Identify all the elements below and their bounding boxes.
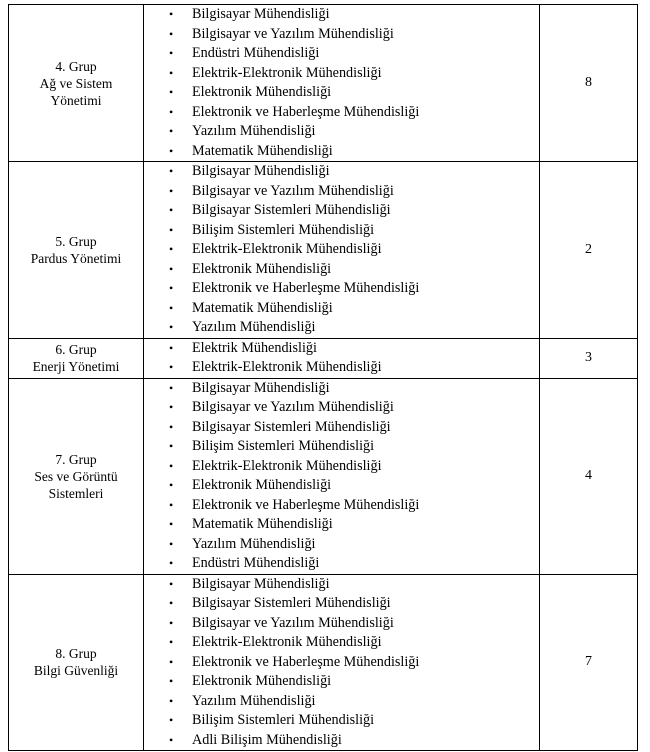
- bullet-icon: •: [169, 576, 174, 591]
- bullet-icon: •: [169, 458, 174, 473]
- bullet-icon: •: [169, 732, 174, 747]
- department-item: [144, 221, 539, 241]
- department-item: [144, 142, 539, 162]
- departments-list: [144, 379, 539, 574]
- bullet-icon: •: [169, 478, 174, 492]
- department-label: Bilgisayar ve Yazılım Mühendisliği: [192, 614, 394, 631]
- department-item: [144, 535, 539, 555]
- group-count: 3: [540, 338, 638, 378]
- bullet-icon: •: [169, 46, 174, 60]
- department-label: Elektronik Mühendisliği: [192, 477, 332, 493]
- department-label: Elektronik Mühendisliği: [192, 84, 332, 100]
- department-item: [144, 437, 539, 457]
- department-label: Matematik Mühendisliği: [192, 299, 333, 316]
- department-label: Bilgisayar ve Yazılım Mühendisliği: [192, 25, 394, 42]
- department-label: Yazılım Mühendisliği: [192, 319, 316, 335]
- department-item: [144, 476, 539, 496]
- department-label: Yazılım Mühendisliği: [192, 535, 316, 552]
- department-label: Matematik Mühendisliği: [192, 516, 333, 532]
- group-row: [9, 5, 638, 162]
- bullet-icon: •: [169, 439, 174, 453]
- department-item: [144, 358, 539, 378]
- group-name-line: 4. Grup: [55, 58, 97, 74]
- department-label: Bilişim Sistemleri Mühendisliği: [192, 221, 375, 238]
- department-label: Elektronik ve Haberleşme Mühendisliği: [192, 653, 420, 670]
- department-label: Bilgisayar Sistemleri Mühendisliği: [192, 202, 391, 218]
- group-count: 8: [540, 5, 638, 162]
- department-item: [144, 103, 539, 123]
- bullet-icon: •: [169, 143, 174, 158]
- department-label: Bilgisayar ve Yazılım Mühendisliği: [192, 399, 394, 415]
- department-item: [144, 240, 539, 260]
- department-label: Bilgisayar Sistemleri Mühendisliği: [192, 418, 391, 435]
- department-item: [144, 279, 539, 299]
- group-row: [9, 338, 638, 378]
- bullet-icon: •: [169, 713, 174, 727]
- department-item: [144, 299, 539, 319]
- group-name-line: 8. Grup: [55, 646, 97, 662]
- department-item: [144, 496, 539, 516]
- department-label: Elektronik ve Haberleşme Mühendisliği: [192, 496, 420, 513]
- departments-list: [144, 5, 539, 161]
- bullet-icon: •: [169, 320, 174, 334]
- group-count: 4: [540, 378, 638, 574]
- bullet-icon: •: [169, 340, 174, 355]
- department-label: Elektrik-Elektronik Mühendisliği: [192, 64, 382, 81]
- group-name-cell: [9, 338, 144, 378]
- group-count: 2: [540, 162, 638, 339]
- department-item: [144, 64, 539, 84]
- bullet-icon: •: [169, 615, 174, 630]
- department-label: Bilişim Sistemleri Mühendisliği: [192, 438, 375, 454]
- department-item: [144, 122, 539, 142]
- bullet-icon: •: [169, 693, 174, 708]
- department-item: [144, 162, 539, 182]
- department-label: Elektronik Mühendisliği: [192, 260, 332, 277]
- department-label: Bilişim Sistemleri Mühendisliği: [192, 712, 375, 728]
- bullet-icon: •: [169, 536, 174, 551]
- department-label: Endüstri Mühendisliği: [192, 555, 320, 571]
- department-label: Elektrik Mühendisliği: [192, 339, 317, 356]
- bullet-icon: •: [169, 7, 174, 21]
- department-label: Yazılım Mühendisliği: [192, 123, 316, 139]
- group-name-line: Ağ ve Sistem: [39, 75, 113, 91]
- department-item: [144, 711, 539, 731]
- departments-list: [144, 162, 539, 338]
- department-label: Endüstri Mühendisliği: [192, 45, 320, 61]
- bullet-icon: •: [169, 596, 174, 610]
- department-item: [144, 318, 539, 338]
- departments-list: [144, 575, 539, 751]
- department-label: Bilgisayar ve Yazılım Mühendisliği: [192, 182, 394, 199]
- department-item: [144, 83, 539, 103]
- department-item: [144, 672, 539, 692]
- department-item: [144, 653, 539, 673]
- group-name-line: Yönetimi: [50, 92, 102, 108]
- group-row: [9, 162, 638, 339]
- bullet-icon: •: [169, 203, 174, 217]
- bullet-icon: •: [169, 85, 174, 99]
- department-item: [144, 457, 539, 477]
- group-name-line: 7. Grup: [55, 451, 97, 467]
- departments-cell: [144, 338, 540, 378]
- department-item: [144, 575, 539, 595]
- group-name-cell: [9, 574, 144, 751]
- departments-cell: [144, 378, 540, 574]
- group-row: [9, 378, 638, 574]
- department-item: [144, 554, 539, 574]
- department-label: Yazılım Mühendisliği: [192, 692, 316, 709]
- group-name-cell: [9, 378, 144, 574]
- department-label: Bilgisayar Mühendisliği: [192, 379, 330, 396]
- department-label: Elektronik ve Haberleşme Mühendisliği: [192, 103, 420, 120]
- department-label: Elektrik-Elektronik Mühendisliği: [192, 241, 382, 257]
- department-label: Matematik Mühendisliği: [192, 142, 333, 159]
- department-item: [144, 633, 539, 653]
- bullet-icon: •: [169, 360, 174, 374]
- department-item: [144, 201, 539, 221]
- bullet-icon: •: [169, 281, 174, 295]
- group-name-line: Ses ve Görüntü: [34, 468, 118, 484]
- bullet-icon: •: [169, 26, 174, 41]
- department-label: Bilgisayar Mühendisliği: [192, 575, 330, 592]
- group-count: 7: [540, 574, 638, 751]
- department-item: [144, 418, 539, 438]
- group-name-line: Bilgi Güvenliği: [33, 663, 119, 679]
- bullet-icon: •: [169, 124, 174, 138]
- bullet-icon: •: [169, 164, 174, 178]
- department-item: [144, 692, 539, 712]
- department-item: [144, 339, 539, 359]
- department-label: Adli Bilişim Mühendisliği: [192, 731, 342, 748]
- groups-table: [8, 4, 638, 751]
- group-name-line: 5. Grup: [55, 233, 97, 249]
- department-item: [144, 398, 539, 418]
- bullet-icon: •: [169, 674, 174, 688]
- department-item: [144, 260, 539, 280]
- group-row: [9, 574, 638, 751]
- group-name-cell: [9, 5, 144, 162]
- group-name-line: Pardus Yönetimi: [30, 250, 122, 266]
- department-item: [144, 5, 539, 25]
- departments-list: [144, 339, 539, 378]
- bullet-icon: •: [169, 261, 174, 276]
- department-item: [144, 614, 539, 634]
- bullet-icon: •: [169, 517, 174, 531]
- department-label: Bilgisayar Sistemleri Mühendisliği: [192, 595, 391, 611]
- department-item: [144, 182, 539, 202]
- department-label: Bilgisayar Mühendisliği: [192, 163, 330, 179]
- bullet-icon: •: [169, 556, 174, 570]
- departments-cell: [144, 162, 540, 339]
- department-label: Elektrik-Elektronik Mühendisliği: [192, 457, 382, 474]
- department-label: Bilgisayar Mühendisliği: [192, 6, 330, 22]
- bullet-icon: •: [169, 635, 174, 649]
- bullet-icon: •: [169, 400, 174, 414]
- department-label: Elektronik Mühendisliği: [192, 673, 332, 689]
- group-name-line: Enerji Yönetimi: [32, 359, 120, 374]
- department-item: [144, 379, 539, 399]
- bullet-icon: •: [169, 222, 174, 237]
- department-item: [144, 731, 539, 751]
- bullet-icon: •: [169, 497, 174, 512]
- bullet-icon: •: [169, 65, 174, 80]
- department-label: Elektronik ve Haberleşme Mühendisliği: [192, 280, 420, 296]
- bullet-icon: •: [169, 380, 174, 395]
- department-label: Elektrik-Elektronik Mühendisliği: [192, 359, 382, 375]
- bullet-icon: •: [169, 654, 174, 669]
- bullet-icon: •: [169, 300, 174, 315]
- group-name-line: Sistemleri: [48, 485, 104, 501]
- department-item: [144, 515, 539, 535]
- bullet-icon: •: [169, 183, 174, 198]
- departments-cell: [144, 5, 540, 162]
- bullet-icon: •: [169, 242, 174, 256]
- group-name-line: 6. Grup: [55, 342, 97, 357]
- bullet-icon: •: [169, 419, 174, 434]
- bullet-icon: •: [169, 104, 174, 119]
- department-item: [144, 25, 539, 45]
- department-item: [144, 44, 539, 64]
- department-label: Elektrik-Elektronik Mühendisliği: [192, 634, 382, 650]
- departments-cell: [144, 574, 540, 751]
- department-item: [144, 594, 539, 614]
- groups-table-body: [9, 5, 638, 751]
- group-name-cell: [9, 162, 144, 339]
